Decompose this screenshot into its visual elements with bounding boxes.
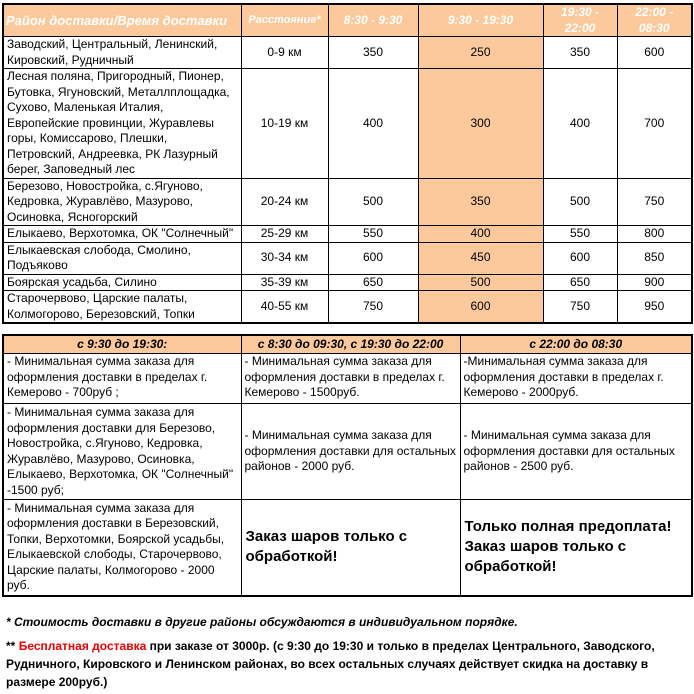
price-cell: 350 [418, 178, 543, 226]
rates-row [3, 274, 692, 291]
distance-cell: 35-39 км [241, 274, 328, 291]
region-cell: Старочервово, Царские палаты, Колмогорово, Березовский, Топки [3, 291, 241, 324]
min-header-evening: с 8:30 до 09:30, с 19:30 до 22:00 [241, 335, 460, 354]
rates-header-row [3, 4, 692, 37]
distance-cell: 20-24 км [241, 178, 328, 226]
header-region: Район доставки/Время доставки [3, 4, 241, 37]
price-cell: 550 [328, 226, 418, 243]
min-cell: -Минимальная сумма заказа для оформления доставки в пределах г. Кемерово - 2000руб. [460, 354, 692, 404]
price-cell: 900 [617, 274, 692, 291]
free-delivery-highlight: Бесплатная доставка [18, 639, 147, 653]
rates-row [3, 37, 692, 69]
distance-cell: 30-34 км [241, 242, 328, 274]
header-time-3: 19:30 - 22:00 [543, 4, 617, 37]
price-cell: 600 [418, 291, 543, 324]
price-cell: 350 [543, 37, 617, 69]
price-cell: 500 [543, 178, 617, 226]
price-cell: 350 [328, 37, 418, 69]
rates-row [3, 226, 692, 243]
distance-cell: 40-55 км [241, 291, 328, 324]
header-time-1: 8:30 - 9:30 [328, 4, 418, 37]
price-cell: 450 [418, 242, 543, 274]
price-cell: 500 [418, 274, 543, 291]
price-cell: 750 [328, 291, 418, 324]
rates-row [3, 291, 692, 324]
min-cell: - Минимальная сумма заказа для оформления доставки для Березово, Новостройка, с.Ягуново, Кедровка, Журавлёво, Мазурово, Осиновка, Елыкаево, Верхотомка, ОК "Солнечный" -1500 руб; [3, 404, 241, 500]
price-cell: 650 [543, 274, 617, 291]
min-header-day: с 9:30 до 19:30: [3, 335, 241, 354]
minimum-row [3, 500, 692, 596]
price-cell: 850 [617, 242, 692, 274]
distance-cell: 25-29 км [241, 226, 328, 243]
price-cell: 750 [617, 178, 692, 226]
min-cell: - Минимальная сумма заказа для оформления доставки для остальных районов - 2500 руб. [460, 404, 692, 500]
price-cell: 600 [617, 37, 692, 69]
minimum-header-row [3, 335, 692, 354]
delivery-rates-table [2, 3, 693, 324]
region-cell: Боярская усадьба, Силино [3, 274, 241, 291]
region-cell: Березово, Новостройка, с.Ягуново, Кедровка, Журавлёво, Мазурово, Осиновка, Ясногорский [3, 178, 241, 226]
distance-cell: 10-19 км [241, 69, 328, 179]
footnote-other-districts: * Стоимость доставки в другие районы обсуждаются в индивидуальном порядке. [6, 615, 518, 629]
price-cell: 300 [418, 69, 543, 179]
min-cell: - Минимальная сумма заказа для оформления доставки для остальных районов - 2000 руб. [241, 404, 460, 500]
price-cell: 400 [328, 69, 418, 179]
footnote-free-delivery-text: при заказе от 3000р. (с 9:30 до 19:30 и только в пределах Центрального, Заводского, Рудничного, Кировского и Ленинском районах, во всех остальных случаях действует скидка на доставку в размере 200руб.) [6, 639, 655, 689]
region-cell: Елыкаевская слобода, Смолино, Подъяково [3, 242, 241, 274]
header-time-2: 9:30 - 19:30 [418, 4, 543, 37]
rates-row [3, 178, 692, 226]
price-cell: 800 [617, 226, 692, 243]
region-cell: Лесная поляна, Пригородный, Пионер, Бутовка, Ягуновский, Металлплощадка, Сухово, Маленькая Италия, Европейские провинции, Журавлевы горы, Комиссарово, Плешки, Петровский, Андреевка, РК Лазурный берег, Заповедный лес [3, 69, 241, 179]
price-cell: 250 [418, 37, 543, 69]
footnote-free-delivery [6, 637, 688, 691]
price-cell: 600 [543, 242, 617, 274]
min-cell: - Минимальная сумма заказа для оформления доставки в пределах г. Кемерово - 700руб ; [3, 354, 241, 404]
balloon-note-cell: Заказ шаров только с обработкой! [241, 500, 460, 596]
price-cell: 400 [418, 226, 543, 243]
region-cell: Заводский, Центральный, Ленинский, Кировский, Рудничный [3, 37, 241, 69]
rates-row [3, 242, 692, 274]
region-cell: Елыкаево, Верхотомка, ОК "Солнечный" [3, 226, 241, 243]
minimum-row [3, 354, 692, 404]
price-cell: 550 [543, 226, 617, 243]
price-cell: 700 [617, 69, 692, 179]
min-cell: - Минимальная сумма заказа для оформления доставки в пределах г. Кемерово - 1500руб. [241, 354, 460, 404]
price-cell: 500 [328, 178, 418, 226]
min-cell: - Минимальная сумма заказа для оформления доставки в Березовский, Топки, Верхотомки, Боярской усадьбы, Елыкаевской слободы, Старочервово, Царские палаты, Колмогорово - 2000 руб. [3, 500, 241, 596]
footnote-marker: ** [6, 639, 19, 653]
minimum-row [3, 404, 692, 500]
price-cell: 750 [543, 291, 617, 324]
prepayment-note-cell: Только полная предоплата! Заказ шаров только с обработкой! [460, 500, 692, 596]
price-cell: 650 [328, 274, 418, 291]
header-time-4: 22:00 - 08:30 [617, 4, 692, 37]
min-header-night: с 22:00 до 08:30 [460, 335, 692, 354]
price-cell: 600 [328, 242, 418, 274]
minimum-order-table [2, 334, 693, 597]
distance-cell: 0-9 км [241, 37, 328, 69]
rates-row [3, 69, 692, 179]
price-cell: 400 [543, 69, 617, 179]
price-cell: 950 [617, 291, 692, 324]
header-distance: Расстояние* [241, 4, 328, 37]
